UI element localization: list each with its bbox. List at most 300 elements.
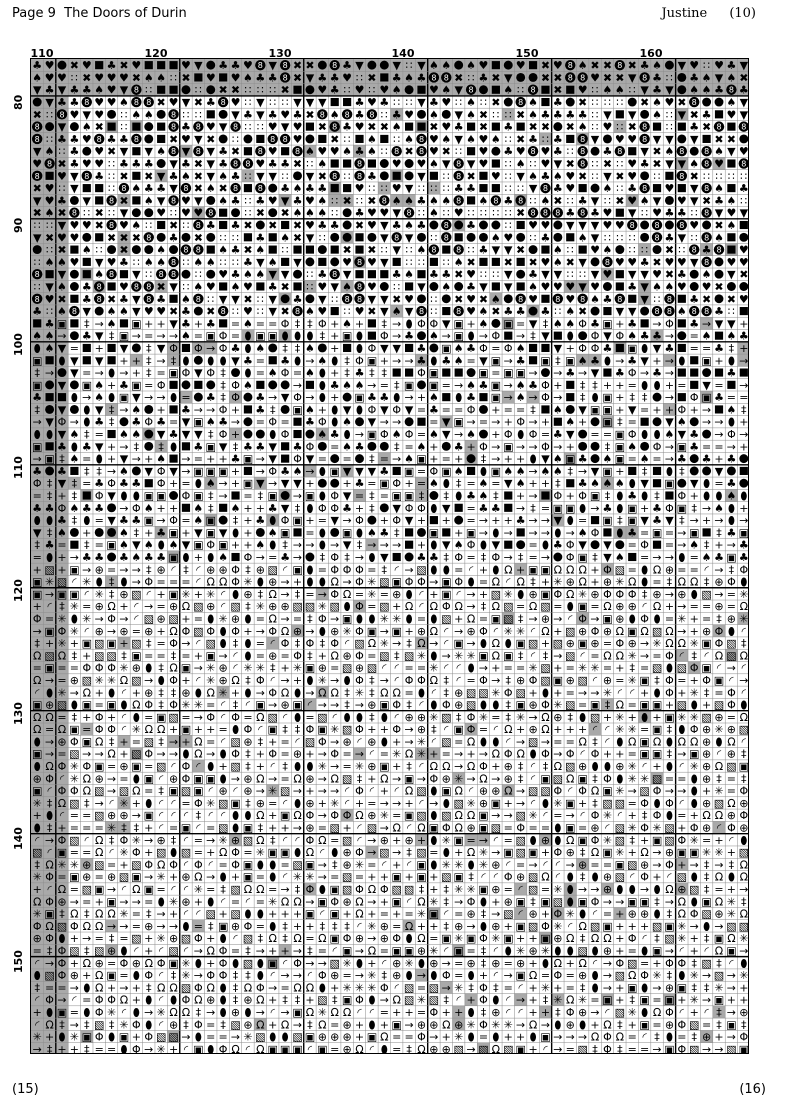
spade-icon: ♠ — [193, 280, 203, 293]
hatched-square-icon: ▧ — [553, 637, 563, 650]
cross-x-icon: ✖ — [665, 268, 674, 281]
four-dots-icon: ∷ — [517, 182, 524, 195]
club-icon: ♣ — [479, 244, 489, 257]
arrow-right-icon: → — [466, 588, 475, 601]
equals-icon: = — [157, 649, 166, 662]
triangle-down-icon: ▼ — [268, 268, 277, 281]
circle-8-icon — [119, 183, 129, 193]
filled-square-icon — [442, 528, 450, 536]
filled-circle-icon — [405, 417, 414, 426]
arrow-right-icon: → — [739, 428, 748, 441]
circle-plus-icon: ⊕ — [603, 576, 612, 589]
filled-circle-icon — [715, 98, 724, 107]
quarter-arc-icon: ◜ — [419, 588, 424, 601]
spade-icon: ♠ — [268, 526, 278, 539]
spade-icon: ♠ — [541, 465, 551, 478]
omega-icon: Ω — [492, 637, 501, 650]
asterisk-icon: ✳ — [677, 920, 686, 933]
spade-icon: ♠ — [590, 293, 600, 306]
heart-icon: ♥ — [466, 268, 476, 281]
triangle-down-icon: ▼ — [727, 268, 736, 281]
phi-icon: Φ — [628, 367, 637, 380]
cross-x-icon: ✖ — [281, 280, 290, 293]
arrow-right-icon: → — [82, 563, 91, 576]
circle-plus-icon: ⊕ — [57, 735, 66, 748]
circle-plus-icon: ⊕ — [231, 920, 240, 933]
plus-icon: + — [615, 465, 624, 478]
cross-x-icon: ✖ — [714, 280, 723, 293]
asterisk-icon: ✳ — [702, 846, 711, 859]
double-dagger-icon: ‡ — [716, 957, 722, 970]
triangle-down-icon: ▼ — [504, 477, 513, 490]
phi-icon: Φ — [144, 576, 153, 589]
spade-icon: ♠ — [119, 96, 129, 109]
omega-icon: Ω — [454, 809, 463, 822]
phi-icon: Φ — [70, 920, 79, 933]
equals-icon: = — [640, 957, 649, 970]
oval-icon: ⬮ — [356, 342, 363, 355]
hatched-square-icon: ▧ — [491, 588, 501, 601]
phi-icon: Φ — [392, 723, 401, 736]
double-dagger-icon: ‡ — [357, 772, 363, 785]
club-icon: ♣ — [689, 121, 699, 134]
asterisk-icon: ✳ — [454, 649, 463, 662]
dot-square-icon: ▣ — [156, 490, 166, 503]
double-dagger-icon: ‡ — [270, 834, 276, 847]
double-dagger-icon: ‡ — [568, 711, 574, 724]
double-dagger-icon: ‡ — [84, 908, 90, 921]
cross-x-icon: ✖ — [33, 108, 42, 121]
double-dagger-icon: ‡ — [444, 490, 450, 503]
spade-icon: ♠ — [57, 305, 67, 318]
filled-circle-icon — [467, 368, 476, 377]
triangle-down-icon: ▼ — [268, 293, 277, 306]
filled-circle-icon — [144, 442, 153, 451]
four-dots-icon: ∷ — [182, 256, 189, 269]
phi-icon: Φ — [330, 502, 339, 515]
spade-icon: ♠ — [466, 96, 476, 109]
circle-8-icon — [32, 121, 42, 131]
quarter-arc-icon: ◜ — [568, 920, 573, 933]
asterisk-icon: ✳ — [566, 908, 575, 921]
filled-square-icon — [442, 368, 450, 376]
heart-icon: ♥ — [726, 207, 736, 220]
triangle-down-icon: ▼ — [417, 170, 426, 183]
arrow-right-icon: → — [132, 576, 141, 589]
hatched-square-icon: ▧ — [131, 858, 141, 871]
equals-icon: = — [640, 526, 649, 539]
arrow-right-icon: → — [206, 834, 215, 847]
arrow-right-icon: → — [491, 772, 500, 785]
equals-icon: = — [541, 502, 550, 515]
club-icon: ♣ — [206, 96, 216, 109]
double-dagger-icon: ‡ — [704, 858, 710, 871]
omega-icon: Ω — [145, 957, 154, 970]
triangle-down-icon: ▼ — [405, 514, 414, 527]
dot-square-icon: ▣ — [292, 699, 302, 712]
cross-x-icon: ✖ — [504, 256, 513, 269]
plus-icon: + — [690, 809, 699, 822]
plus-icon: + — [82, 649, 91, 662]
arrow-right-icon: → — [119, 367, 128, 380]
triangle-down-icon: ▼ — [678, 428, 687, 441]
dot-square-icon: ▣ — [478, 822, 488, 835]
column-number: 160 — [640, 47, 663, 60]
filled-circle-icon — [442, 294, 451, 303]
plus-icon: + — [305, 920, 314, 933]
oval-icon: ⬮ — [158, 674, 165, 687]
circle-8-icon — [453, 195, 463, 205]
triangle-down-icon: ▼ — [690, 256, 699, 269]
hatched-square-icon: ▧ — [69, 797, 79, 810]
plus-icon: + — [392, 858, 401, 871]
circle-plus-icon: ⊕ — [343, 895, 352, 908]
double-dagger-icon: ‡ — [84, 428, 90, 441]
phi-icon: Φ — [355, 785, 364, 798]
club-icon: ♣ — [231, 194, 241, 207]
quarter-arc-icon: ◜ — [171, 563, 176, 576]
club-icon: ♣ — [243, 440, 253, 453]
double-dagger-icon: ‡ — [406, 637, 412, 650]
four-dots-icon: ∷ — [244, 96, 251, 109]
arrow-right-icon: → — [380, 674, 389, 687]
cross-x-icon: ✖ — [157, 280, 166, 293]
asterisk-icon: ✳ — [417, 908, 426, 921]
filled-square-icon — [331, 159, 339, 167]
circle-8-icon — [230, 158, 240, 168]
plus-icon: + — [305, 748, 314, 761]
equals-icon: = — [206, 883, 215, 896]
club-icon: ♣ — [466, 490, 476, 503]
filled-circle-icon — [343, 208, 352, 217]
asterisk-icon: ✳ — [95, 674, 104, 687]
filled-square-icon — [393, 368, 401, 376]
triangle-down-icon: ▼ — [541, 268, 550, 281]
heart-icon: ♥ — [305, 219, 315, 232]
club-icon: ♣ — [193, 440, 203, 453]
triangle-down-icon: ▼ — [492, 244, 501, 257]
oval-icon: ⬮ — [269, 871, 276, 884]
equals-icon: = — [330, 871, 339, 884]
club-icon: ♣ — [677, 207, 687, 220]
triangle-down-icon: ▼ — [343, 490, 352, 503]
circle-plus-icon: ⊕ — [144, 625, 153, 638]
phi-icon: Φ — [268, 625, 277, 638]
phi-icon: Φ — [256, 981, 265, 994]
equals-icon: = — [404, 662, 413, 675]
club-icon: ♣ — [702, 108, 712, 121]
hatched-square-icon: ▧ — [131, 674, 141, 687]
double-dagger-icon: ‡ — [34, 403, 40, 416]
asterisk-icon: ✳ — [119, 662, 128, 675]
omega-icon: Ω — [169, 625, 178, 638]
circle-8-icon — [354, 158, 364, 168]
triangle-down-icon: ▼ — [504, 268, 513, 281]
filled-square-icon — [343, 98, 351, 106]
dot-square-icon: ▣ — [515, 920, 525, 933]
four-dots-icon: ∷ — [393, 280, 400, 293]
oval-icon: ⬮ — [666, 760, 673, 773]
equals-icon: = — [330, 662, 339, 675]
arrow-right-icon: → — [119, 981, 128, 994]
asterisk-icon: ✳ — [33, 908, 42, 921]
heart-icon: ♥ — [107, 96, 117, 109]
heart-icon: ♥ — [541, 280, 551, 293]
triangle-down-icon: ▼ — [306, 71, 315, 84]
spade-icon: ♠ — [69, 428, 79, 441]
spade-icon: ♠ — [392, 428, 402, 441]
four-dots-icon: ∷ — [443, 256, 450, 269]
filled-circle-icon — [268, 344, 277, 353]
hatched-square-icon: ▧ — [342, 662, 352, 675]
row-number: 150 — [12, 950, 25, 973]
phi-icon: Φ — [231, 576, 240, 589]
hatched-square-icon: ▧ — [664, 932, 674, 945]
arrow-right-icon: → — [442, 330, 451, 343]
circle-plus-icon: ⊕ — [82, 858, 91, 871]
triangle-down-icon: ▼ — [380, 219, 389, 232]
phi-icon: Φ — [739, 809, 748, 822]
oval-icon: ⬮ — [182, 551, 189, 564]
club-icon: ♣ — [603, 293, 613, 306]
arrow-right-icon: → — [330, 539, 339, 552]
four-dots-icon: ∷ — [368, 84, 375, 97]
omega-icon: Ω — [554, 957, 563, 970]
spade-icon: ♠ — [144, 539, 154, 552]
plus-icon: + — [714, 834, 723, 847]
club-icon: ♣ — [553, 108, 563, 121]
plus-icon: + — [528, 477, 537, 490]
arrow-right-icon: → — [491, 908, 500, 921]
oval-icon: ⬮ — [83, 416, 90, 429]
phi-icon: Φ — [318, 317, 327, 330]
arrow-right-icon: → — [566, 809, 575, 822]
arrow-right-icon: → — [528, 391, 537, 404]
circle-8-icon — [342, 294, 352, 304]
quarter-arc-icon: ◜ — [494, 625, 499, 638]
hatched-square-icon: ▧ — [652, 920, 662, 933]
cross-x-icon: ✖ — [95, 121, 104, 134]
plus-icon: + — [355, 502, 364, 515]
dot-square-icon: ▣ — [193, 785, 203, 798]
four-dots-icon: ∷ — [604, 194, 611, 207]
cross-x-icon: ✖ — [727, 293, 736, 306]
plus-icon: + — [541, 477, 550, 490]
equals-icon: = — [144, 785, 153, 798]
oval-icon: ⬮ — [443, 846, 450, 859]
quarter-arc-icon: ◜ — [47, 600, 52, 613]
spade-icon: ♠ — [553, 170, 563, 183]
circle-8-icon — [441, 232, 451, 242]
heart-icon: ♥ — [69, 108, 79, 121]
club-icon: ♣ — [82, 502, 92, 515]
heart-icon: ♥ — [479, 145, 489, 158]
double-dagger-icon: ‡ — [394, 440, 400, 453]
triangle-down-icon: ▼ — [529, 317, 538, 330]
omega-icon: Ω — [430, 674, 439, 687]
arrow-right-icon: → — [677, 785, 686, 798]
plus-icon: + — [640, 834, 649, 847]
hatched-square-icon: ▧ — [379, 576, 389, 589]
asterisk-icon: ✳ — [330, 723, 339, 736]
arrow-right-icon: → — [82, 748, 91, 761]
double-dagger-icon: ‡ — [444, 551, 450, 564]
arrow-right-icon: → — [714, 588, 723, 601]
oval-icon: ⬮ — [71, 699, 78, 712]
oval-icon: ⬮ — [257, 957, 264, 970]
arrow-right-icon: → — [714, 920, 723, 933]
phi-icon: Φ — [591, 526, 600, 539]
phi-icon: Φ — [70, 735, 79, 748]
filled-circle-icon — [429, 344, 438, 353]
arrow-right-icon: → — [305, 895, 314, 908]
arrow-right-icon: → — [82, 391, 91, 404]
circle-plus-icon: ⊕ — [665, 563, 674, 576]
dot-square-icon: ▣ — [701, 391, 711, 404]
plus-icon: + — [107, 711, 116, 724]
equals-icon: = — [70, 662, 79, 675]
dot-square-icon: ▣ — [615, 428, 625, 441]
oval-icon: ⬮ — [158, 895, 165, 908]
plus-icon: + — [566, 342, 575, 355]
phi-icon: Φ — [306, 440, 315, 453]
circle-plus-icon: ⊕ — [491, 858, 500, 871]
arrow-right-icon: → — [702, 416, 711, 429]
oval-icon: ⬮ — [542, 686, 549, 699]
circle-8-icon — [577, 294, 587, 304]
club-icon: ♣ — [553, 133, 563, 146]
asterisk-icon: ✳ — [516, 944, 525, 957]
dot-square-icon: ▣ — [515, 367, 525, 380]
dot-square-icon: ▣ — [305, 908, 315, 921]
heart-icon: ♥ — [206, 121, 216, 134]
oval-icon: ⬮ — [83, 514, 90, 527]
phi-icon: Φ — [467, 539, 476, 552]
club-icon: ♣ — [367, 391, 377, 404]
club-icon: ♣ — [144, 182, 154, 195]
asterisk-icon: ✳ — [119, 846, 128, 859]
cross-x-icon: ✖ — [57, 244, 66, 257]
spade-icon: ♠ — [107, 317, 117, 330]
filled-square-icon — [653, 184, 661, 192]
phi-icon: Φ — [578, 785, 587, 798]
spade-icon: ♠ — [689, 539, 699, 552]
omega-icon: Ω — [541, 871, 550, 884]
club-icon: ♣ — [69, 133, 79, 146]
filled-square-icon — [715, 110, 723, 118]
quarter-arc-icon: ◜ — [295, 735, 300, 748]
quarter-arc-icon: ◜ — [568, 612, 573, 625]
equals-icon: = — [293, 612, 302, 625]
filled-circle-icon — [380, 171, 389, 180]
asterisk-icon: ✳ — [603, 686, 612, 699]
plus-icon: + — [268, 944, 277, 957]
phi-icon: Φ — [58, 416, 67, 429]
arrow-right-icon: → — [107, 465, 116, 478]
arrow-right-icon: → — [566, 526, 575, 539]
club-icon: ♣ — [218, 158, 228, 171]
quarter-arc-icon: ◜ — [283, 711, 288, 724]
phi-icon: Φ — [268, 748, 277, 761]
filled-circle-icon — [206, 380, 215, 389]
four-dots-icon: ∷ — [430, 231, 437, 244]
equals-icon: = — [516, 858, 525, 871]
double-dagger-icon: ‡ — [245, 944, 251, 957]
filled-square-icon — [157, 221, 165, 229]
dot-square-icon: ▣ — [168, 551, 178, 564]
spade-icon: ♠ — [652, 59, 662, 72]
circle-plus-icon: ⊕ — [628, 637, 637, 650]
double-dagger-icon: ‡ — [530, 502, 536, 515]
plus-icon: + — [553, 686, 562, 699]
double-dagger-icon: ‡ — [84, 797, 90, 810]
four-dots-icon: ∷ — [567, 194, 574, 207]
phi-icon: Φ — [541, 440, 550, 453]
phi-icon: Φ — [479, 932, 488, 945]
quarter-arc-icon: ◜ — [184, 883, 189, 896]
asterisk-icon: ✳ — [652, 822, 661, 835]
omega-icon: Ω — [169, 662, 178, 675]
double-dagger-icon: ‡ — [543, 649, 549, 662]
spade-icon: ♠ — [541, 194, 551, 207]
double-dagger-icon: ‡ — [171, 649, 177, 662]
equals-icon: = — [281, 772, 290, 785]
double-dagger-icon: ‡ — [468, 871, 474, 884]
filled-square-icon — [132, 172, 140, 180]
filled-square-icon — [678, 393, 686, 401]
oval-icon: ⬮ — [542, 957, 549, 970]
omega-icon: Ω — [603, 932, 612, 945]
plus-icon: + — [330, 367, 339, 380]
heart-icon: ♥ — [441, 96, 451, 109]
circle-8-icon — [131, 97, 141, 107]
spade-icon: ♠ — [243, 268, 253, 281]
circle-8-icon — [528, 207, 538, 217]
dot-square-icon: ▣ — [330, 908, 340, 921]
circle-plus-icon: ⊕ — [714, 600, 723, 613]
omega-icon: Ω — [740, 649, 749, 662]
heart-icon: ♥ — [69, 219, 79, 232]
filled-circle-icon — [578, 331, 587, 340]
four-dots-icon: ∷ — [703, 59, 710, 72]
filled-circle-icon — [132, 208, 141, 217]
filled-circle-icon — [442, 110, 451, 119]
plus-icon: + — [479, 969, 488, 982]
hatched-square-icon: ▧ — [57, 920, 67, 933]
four-dots-icon: ∷ — [344, 305, 351, 318]
equals-icon: = — [739, 391, 748, 404]
triangle-down-icon: ▼ — [70, 367, 79, 380]
spade-icon: ♠ — [615, 477, 625, 490]
spade-icon: ♠ — [726, 96, 736, 109]
double-dagger-icon: ‡ — [605, 440, 611, 453]
equals-icon: = — [566, 662, 575, 675]
equals-icon: = — [541, 969, 550, 982]
plus-icon: + — [702, 699, 711, 712]
filled-square-icon — [541, 98, 549, 106]
oval-icon: ⬮ — [319, 490, 326, 503]
plus-icon: + — [144, 932, 153, 945]
filled-circle-icon — [715, 294, 724, 303]
plus-icon: + — [640, 502, 649, 515]
oval-icon: ⬮ — [430, 502, 437, 515]
asterisk-icon: ✳ — [491, 686, 500, 699]
dot-square-icon: ▣ — [429, 822, 439, 835]
arrow-right-icon: → — [293, 785, 302, 798]
circle-8-icon — [615, 146, 625, 156]
double-dagger-icon: ‡ — [679, 465, 685, 478]
equals-icon: = — [82, 846, 91, 859]
